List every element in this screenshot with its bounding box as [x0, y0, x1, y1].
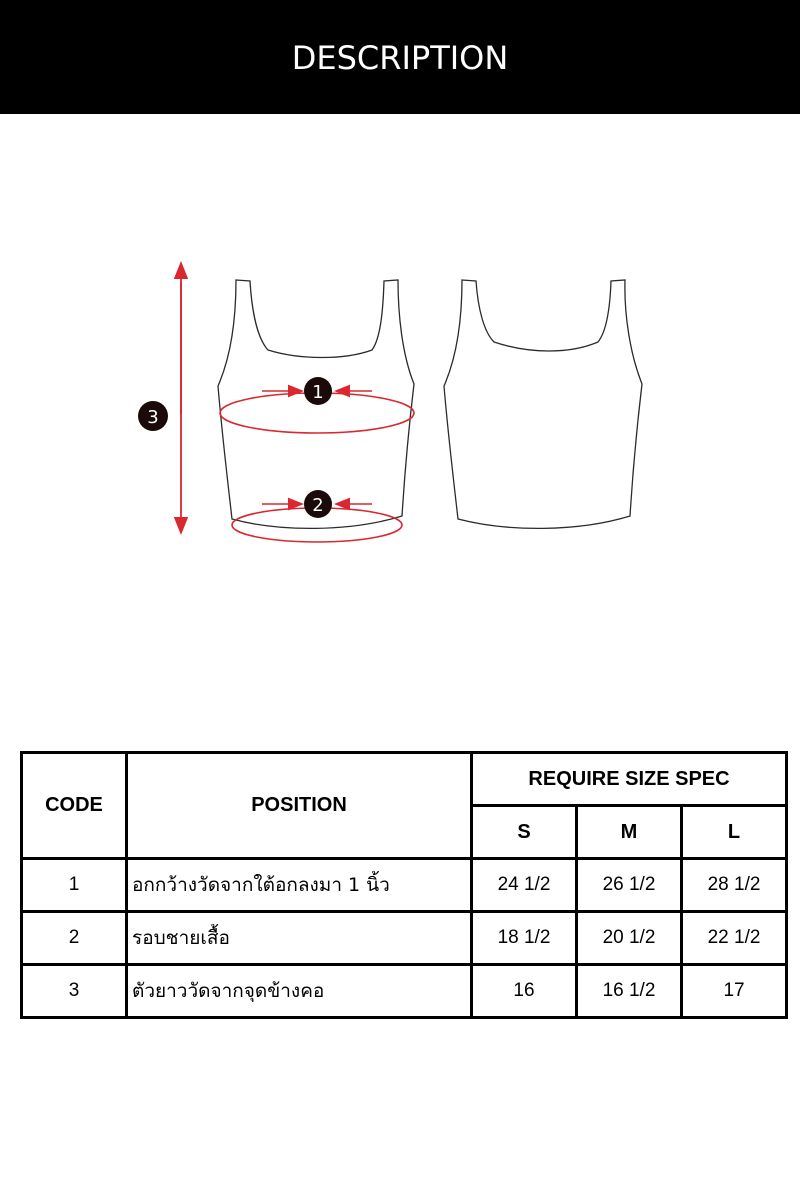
- header-bar: [0, 0, 800, 114]
- row-value-s: 16: [472, 965, 577, 1018]
- page-title: DESCRIPTION: [291, 39, 509, 77]
- marker-3-label: 3: [147, 407, 159, 428]
- row-position: ตัวยาววัดจากจุดข้างคอ: [127, 965, 472, 1018]
- row-position: อกกว้างวัดจากใต้อกลงมา 1 นิ้ว: [127, 859, 472, 912]
- table-row: [22, 912, 787, 965]
- size-spec-table: [20, 751, 788, 1019]
- table-row: [22, 965, 787, 1018]
- position-header: POSITION: [127, 753, 472, 859]
- row-value-m: 16 1/2: [577, 965, 682, 1018]
- row-position: รอบชายเสื้อ: [127, 912, 472, 965]
- row-value-l: 28 1/2: [682, 859, 787, 912]
- row-value-l: 17: [682, 965, 787, 1018]
- row-value-s: 18 1/2: [472, 912, 577, 965]
- row-value-m: 20 1/2: [577, 912, 682, 965]
- row-code: 3: [22, 965, 127, 1018]
- marker-1-label: 1: [312, 382, 324, 403]
- row-value-s: 24 1/2: [472, 859, 577, 912]
- size-l-header: L: [682, 806, 787, 859]
- size-m-header: M: [577, 806, 682, 859]
- spec-header: REQUIRE SIZE SPEC: [472, 753, 787, 806]
- code-header: CODE: [22, 753, 127, 859]
- marker-2-label: 2: [312, 495, 324, 516]
- size-s-header: S: [472, 806, 577, 859]
- row-value-m: 26 1/2: [577, 859, 682, 912]
- marker-2: [304, 490, 332, 518]
- marker-1: [304, 377, 332, 405]
- row-code: 1: [22, 859, 127, 912]
- measurement-diagram: [0, 114, 800, 714]
- row-value-l: 22 1/2: [682, 912, 787, 965]
- table-header-row: [22, 753, 787, 806]
- table-row: [22, 859, 787, 912]
- row-code: 2: [22, 912, 127, 965]
- back-garment-outline: [444, 280, 642, 528]
- marker-3: [138, 401, 168, 431]
